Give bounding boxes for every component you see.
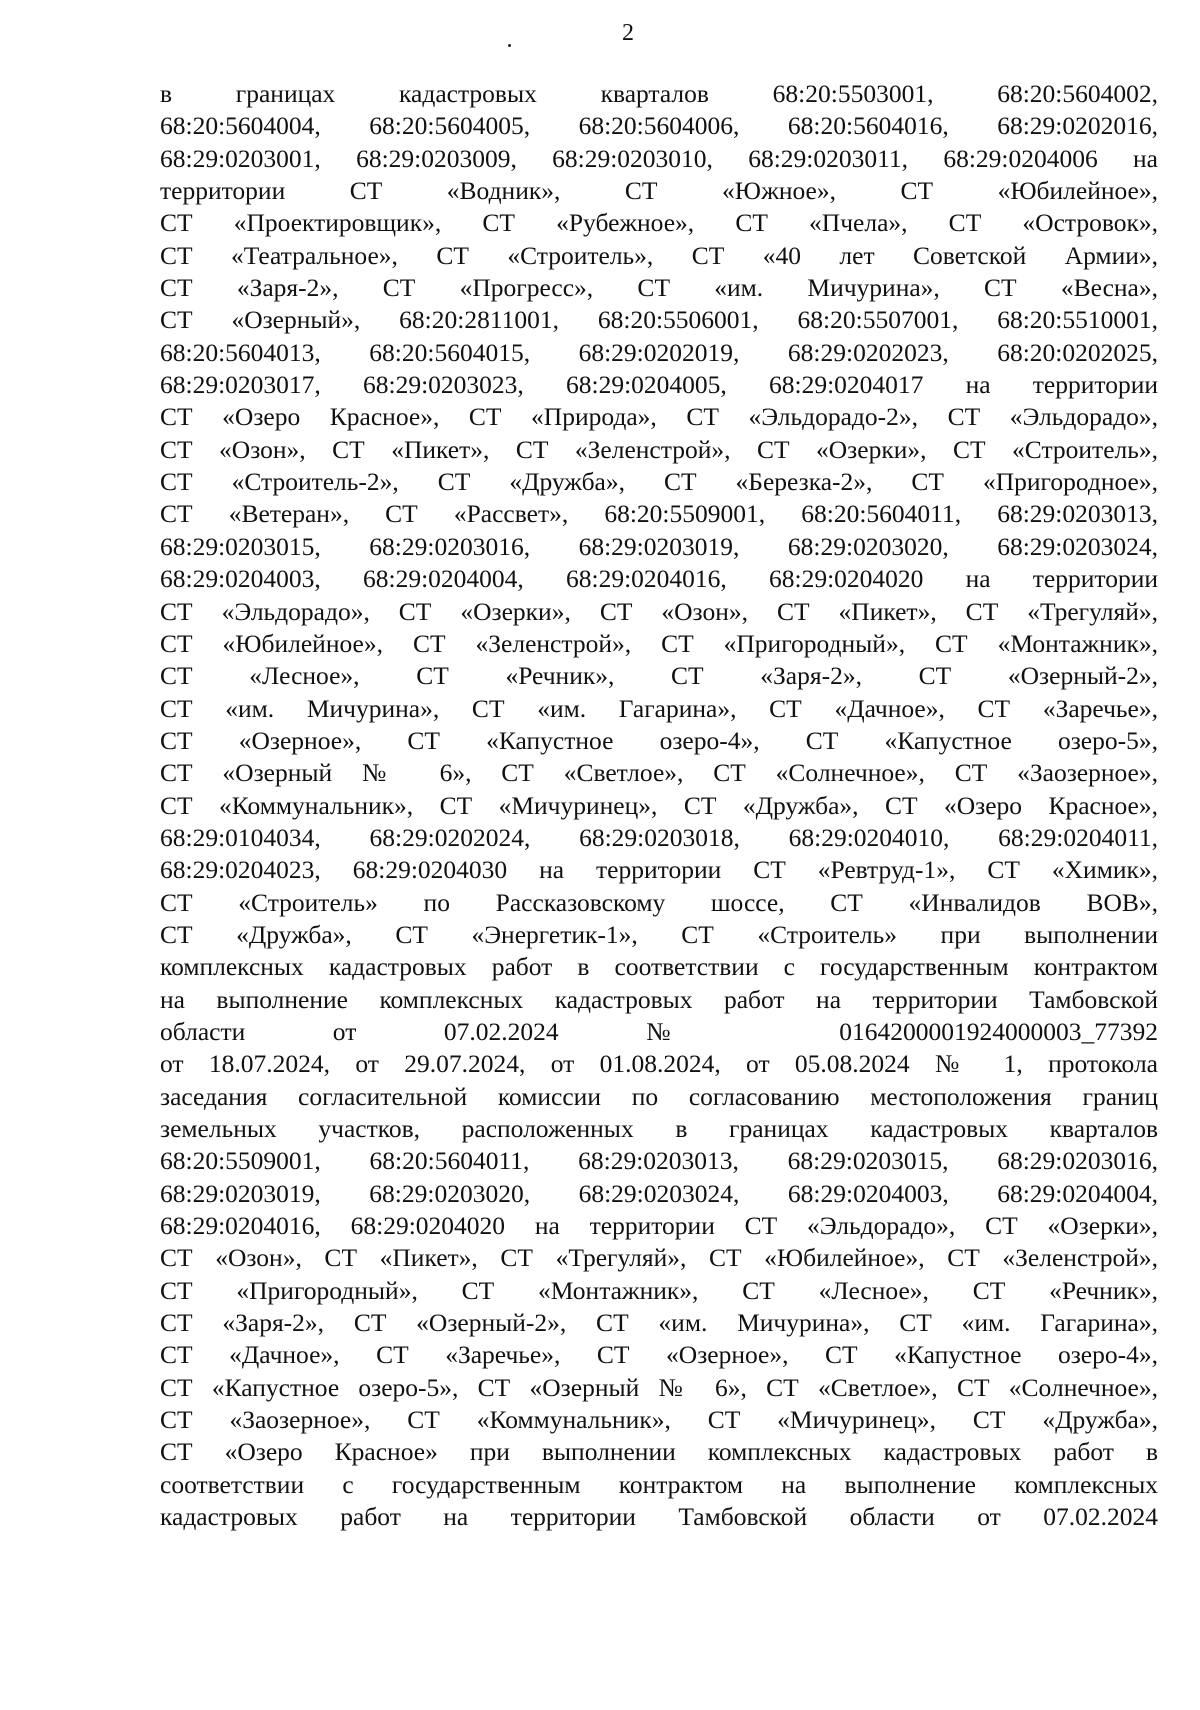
page-number: 2	[622, 20, 634, 46]
text-line: СТ «Ветеран», СТ «Рассвет», 68:20:5509001, 68:20:5604011, 68:29:0203013,	[160, 499, 1158, 529]
text-line: СТ «Озерный № 6», СТ «Светлое», СТ «Солнечное», СТ «Заозерное»,	[160, 758, 1158, 788]
text-line: СТ «Строитель» по Рассказовскому шоссе, СТ «Инвалидов ВОВ»,	[160, 887, 1158, 917]
text-line: СТ «Проектировщик», СТ «Рубежное», СТ «Пчела», СТ «Островок»,	[160, 208, 1158, 238]
scan-artifact-dot	[508, 44, 511, 47]
document-body-text	[160, 78, 1158, 1533]
text-line: СТ «Дачное», СТ «Заречье», СТ «Озерное», СТ «Капустное озеро-4»,	[160, 1340, 1158, 1370]
text-line: СТ «Заря-2», СТ «Озерный-2», СТ «им. Мичурина», СТ «им. Гагарина»,	[160, 1308, 1158, 1338]
text-line: в границах кадастровых кварталов 68:20:5503001, 68:20:5604002,	[160, 79, 1158, 108]
text-line: СТ «Озон», СТ «Пикет», СТ «Трегуляй», СТ «Юбилейное», СТ «Зеленстрой»,	[160, 1243, 1158, 1273]
text-line: СТ «Пригородный», СТ «Монтажник», СТ «Лесное», СТ «Речник»,	[160, 1275, 1158, 1305]
text-line: СТ «Озеро Красное», СТ «Природа», СТ «Эльдорадо-2», СТ «Эльдорадо»,	[160, 402, 1158, 432]
text-line: СТ «Дружба», СТ «Энергетик-1», СТ «Строитель» при выполнении	[160, 919, 1158, 949]
text-line: СТ «Капустное озеро-5», СТ «Озерный № 6», СТ «Светлое», СТ «Солнечное»,	[160, 1372, 1158, 1402]
text-line: 68:20:5604013, 68:20:5604015, 68:29:0202019, 68:29:0202023, 68:20:0202025,	[160, 337, 1158, 367]
text-line: от 18.07.2024, от 29.07.2024, от 01.08.2024, от 05.08.2024 № 1, протокола	[160, 1049, 1158, 1079]
text-line: территории СТ «Водник», СТ «Южное», СТ «Юбилейное»,	[160, 176, 1158, 206]
text-line: 68:29:0203019, 68:29:0203020, 68:29:0203024, 68:29:0204003, 68:29:0204004,	[160, 1178, 1158, 1208]
text-line: земельных участков, расположенных в границах кадастровых кварталов	[160, 1114, 1158, 1143]
text-line: 68:20:5509001, 68:20:5604011, 68:29:0203013, 68:29:0203015, 68:29:0203016,	[160, 1146, 1158, 1176]
text-line: СТ «Коммунальник», СТ «Мичуринец», СТ «Дружба», СТ «Озеро Красное»,	[160, 790, 1158, 820]
text-line: СТ «Озон», СТ «Пикет», СТ «Зеленстрой», СТ «Озерки», СТ «Строитель»,	[160, 434, 1158, 464]
text-line: 68:29:0204016, 68:29:0204020 на территории СТ «Эльдорадо», СТ «Озерки»,	[160, 1211, 1158, 1241]
text-line: на выполнение комплексных кадастровых работ на территории Тамбовской	[160, 984, 1158, 1014]
text-line: СТ «Озерное», СТ «Капустное озеро-4», СТ «Капустное озеро-5»,	[160, 725, 1158, 755]
text-line: комплексных кадастровых работ в соответствии с государственным контрактом	[160, 952, 1158, 982]
text-line: СТ «Театральное», СТ «Строитель», СТ «40 лет Советской Армии»,	[160, 240, 1158, 270]
text-line: СТ «Юбилейное», СТ «Зеленстрой», СТ «Пригородный», СТ «Монтажник»,	[160, 628, 1158, 658]
text-line: СТ «Заозерное», СТ «Коммунальник», СТ «Мичуринец», СТ «Дружба»,	[160, 1405, 1158, 1435]
text-line: 68:29:0104034, 68:29:0202024, 68:29:0203018, 68:29:0204010, 68:29:0204011,	[160, 822, 1158, 852]
text-line: 68:29:0203001, 68:29:0203009, 68:29:0203010, 68:29:0203011, 68:29:0204006 на	[160, 143, 1158, 173]
text-line: области от 07.02.2024 № 0164200001924000003_77392	[160, 1016, 1158, 1046]
text-line: заседания согласительной комиссии по согласованию местоположения границ	[160, 1081, 1158, 1111]
text-line: СТ «Заря-2», СТ «Прогресс», СТ «им. Мичурина», СТ «Весна»,	[160, 273, 1158, 303]
text-line: 68:29:0203017, 68:29:0203023, 68:29:0204005, 68:29:0204017 на территории	[160, 370, 1158, 400]
text-line: 68:29:0203015, 68:29:0203016, 68:29:0203019, 68:29:0203020, 68:29:0203024,	[160, 531, 1158, 561]
text-line: СТ «Озерный», 68:20:2811001, 68:20:5506001, 68:20:5507001, 68:20:5510001,	[160, 305, 1158, 335]
text-line: СТ «им. Мичурина», СТ «им. Гагарина», СТ «Дачное», СТ «Заречье»,	[160, 693, 1158, 723]
text-line: 68:29:0204023, 68:29:0204030 на территории СТ «Ревтруд-1», СТ «Химик»,	[160, 855, 1158, 885]
text-line: кадастровых работ на территории Тамбовской области от 07.02.2024	[160, 1502, 1158, 1532]
text-line: СТ «Эльдорадо», СТ «Озерки», СТ «Озон», СТ «Пикет», СТ «Трегуляй»,	[160, 596, 1158, 626]
text-line: 68:29:0204003, 68:29:0204004, 68:29:0204016, 68:29:0204020 на территории	[160, 564, 1158, 594]
text-line: соответствии с государственным контрактом на выполнение комплексных	[160, 1469, 1158, 1499]
text-line: СТ «Строитель-2», СТ «Дружба», СТ «Березка-2», СТ «Пригородное»,	[160, 467, 1158, 497]
text-line: 68:20:5604004, 68:20:5604005, 68:20:5604006, 68:20:5604016, 68:29:0202016,	[160, 111, 1158, 141]
text-line: СТ «Озеро Красное» при выполнении комплексных кадастровых работ в	[160, 1437, 1158, 1467]
text-line: СТ «Лесное», СТ «Речник», СТ «Заря-2», СТ «Озерный-2»,	[160, 661, 1158, 691]
